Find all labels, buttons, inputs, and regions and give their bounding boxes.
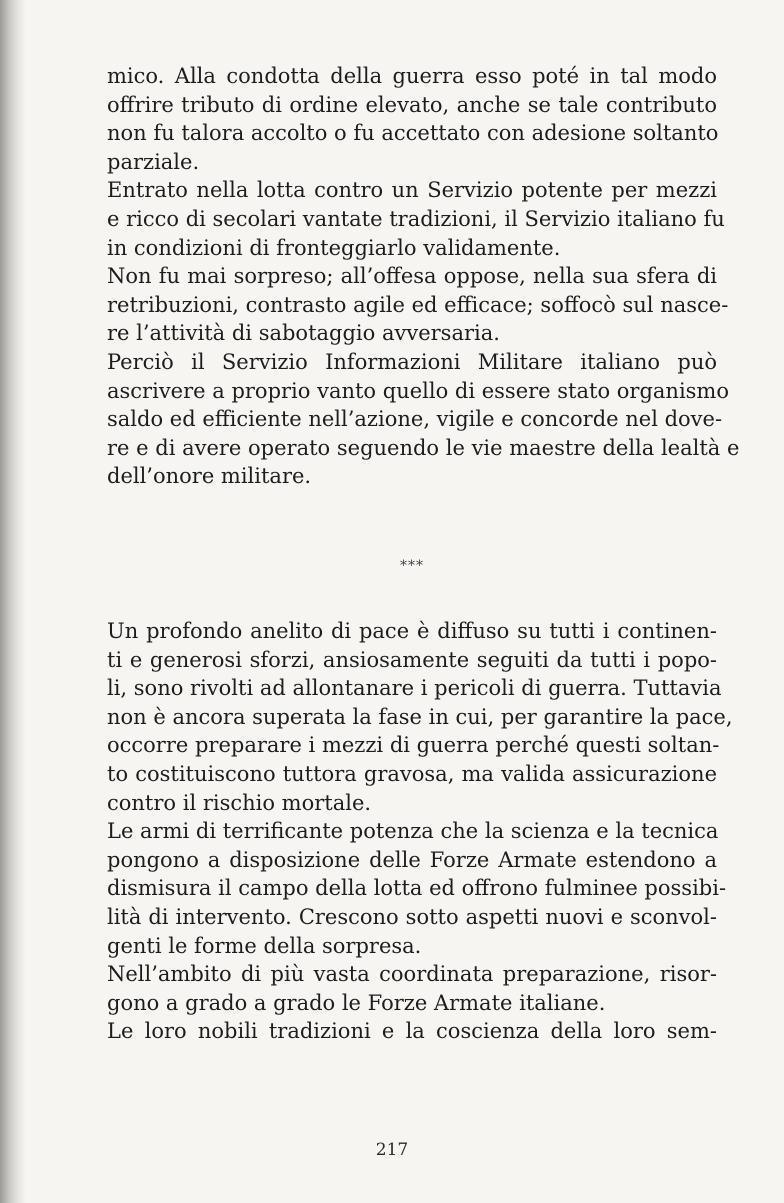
text-line: li, sono rivolti ad allontanare i pericoli di guerra. Tuttavia [107, 676, 722, 701]
text-line: pongono a disposizione delle Forze Armate estendono a [107, 847, 717, 872]
text-line: dell’onore militare. [107, 464, 312, 489]
text-line: offrire tributo di ordine elevato, anche se tale contributo [107, 92, 717, 117]
book-binding-shadow [0, 0, 26, 1203]
paragraph-1 [107, 62, 717, 176]
text-line: Le armi di terrificante potenza che la scienza e la tecnica [107, 819, 719, 844]
text-line: Nell’ambito di più vasta coordinata preparazione, risor- [107, 962, 717, 987]
paragraph-4 [107, 348, 740, 491]
text-line: parziale. [107, 149, 200, 174]
text-line: e ricco di secolari vantate tradizioni, il Servizio italiano fu [107, 206, 725, 231]
text-line: gono a grado a grado le Forze Armate italiane. [107, 990, 606, 1015]
text-line: saldo ed efficiente nell’azione, vigile e concorde nel dove- [107, 407, 723, 432]
section-1 [107, 62, 740, 491]
text-line: in condizioni di fronteggiarlo validamente. [107, 235, 561, 260]
text-line: re e di avere operato seguendo le vie maestre della lealtà e [107, 435, 740, 460]
paragraph-2 [107, 176, 725, 262]
text-line: to costituiscono tuttora gravosa, ma valida assicurazione [107, 761, 717, 786]
section-2 [107, 617, 733, 1046]
text-line: Entrato nella lotta contro un Servizio potente per mezzi [107, 178, 717, 203]
text-line: ascrivere a proprio vanto quello di essere stato organismo [107, 378, 729, 403]
text-line: dismisura il campo della lotta ed offrono fulminee possibi- [107, 876, 727, 901]
text-line: mico. Alla condotta della guerra esso poté in tal modo [107, 64, 717, 88]
text-line: Le loro nobili tradizioni e la coscienza della loro sem- [107, 1019, 717, 1044]
text-line: contro il rischio mortale. [107, 790, 372, 815]
paragraph-3 [107, 262, 729, 348]
text-line: ti e generosi sforzi, ansiosamente seguiti da tutti i popo- [107, 647, 717, 672]
text-line: lità di intervento. Crescono sotto aspetti nuovi e sconvol- [107, 904, 717, 929]
text-line: Non fu mai sorpreso; all’offesa oppose, nella sua sfera di [107, 264, 717, 289]
text-line: Un profondo anelito di pace è diffuso su tutti i continen- [107, 619, 717, 643]
text-line: re l’attività di sabotaggio avversaria. [107, 321, 500, 346]
text-line: non fu talora accolto o fu accettato con adesione soltanto [107, 121, 719, 146]
text-line: retribuzioni, contrasto agile ed efficace; soffocò sul nasce- [107, 292, 729, 317]
paragraph-8 [107, 1017, 717, 1046]
section-separator: *** [400, 558, 424, 574]
text-line: Perciò il Servizio Informazioni Militare italiano può [107, 349, 717, 374]
text-line: occorre preparare i mezzi di guerra perché questi soltan- [107, 733, 720, 758]
paragraph-6 [107, 817, 727, 960]
paragraph-7 [107, 960, 717, 1017]
text-line: genti le forme della sorpresa. [107, 933, 422, 958]
paragraph-5 [107, 617, 733, 817]
text-line: non è ancora superata la fase in cui, per garantire la pace, [107, 704, 733, 729]
page-number: 217 [375, 1140, 409, 1160]
page-body [107, 62, 740, 1044]
